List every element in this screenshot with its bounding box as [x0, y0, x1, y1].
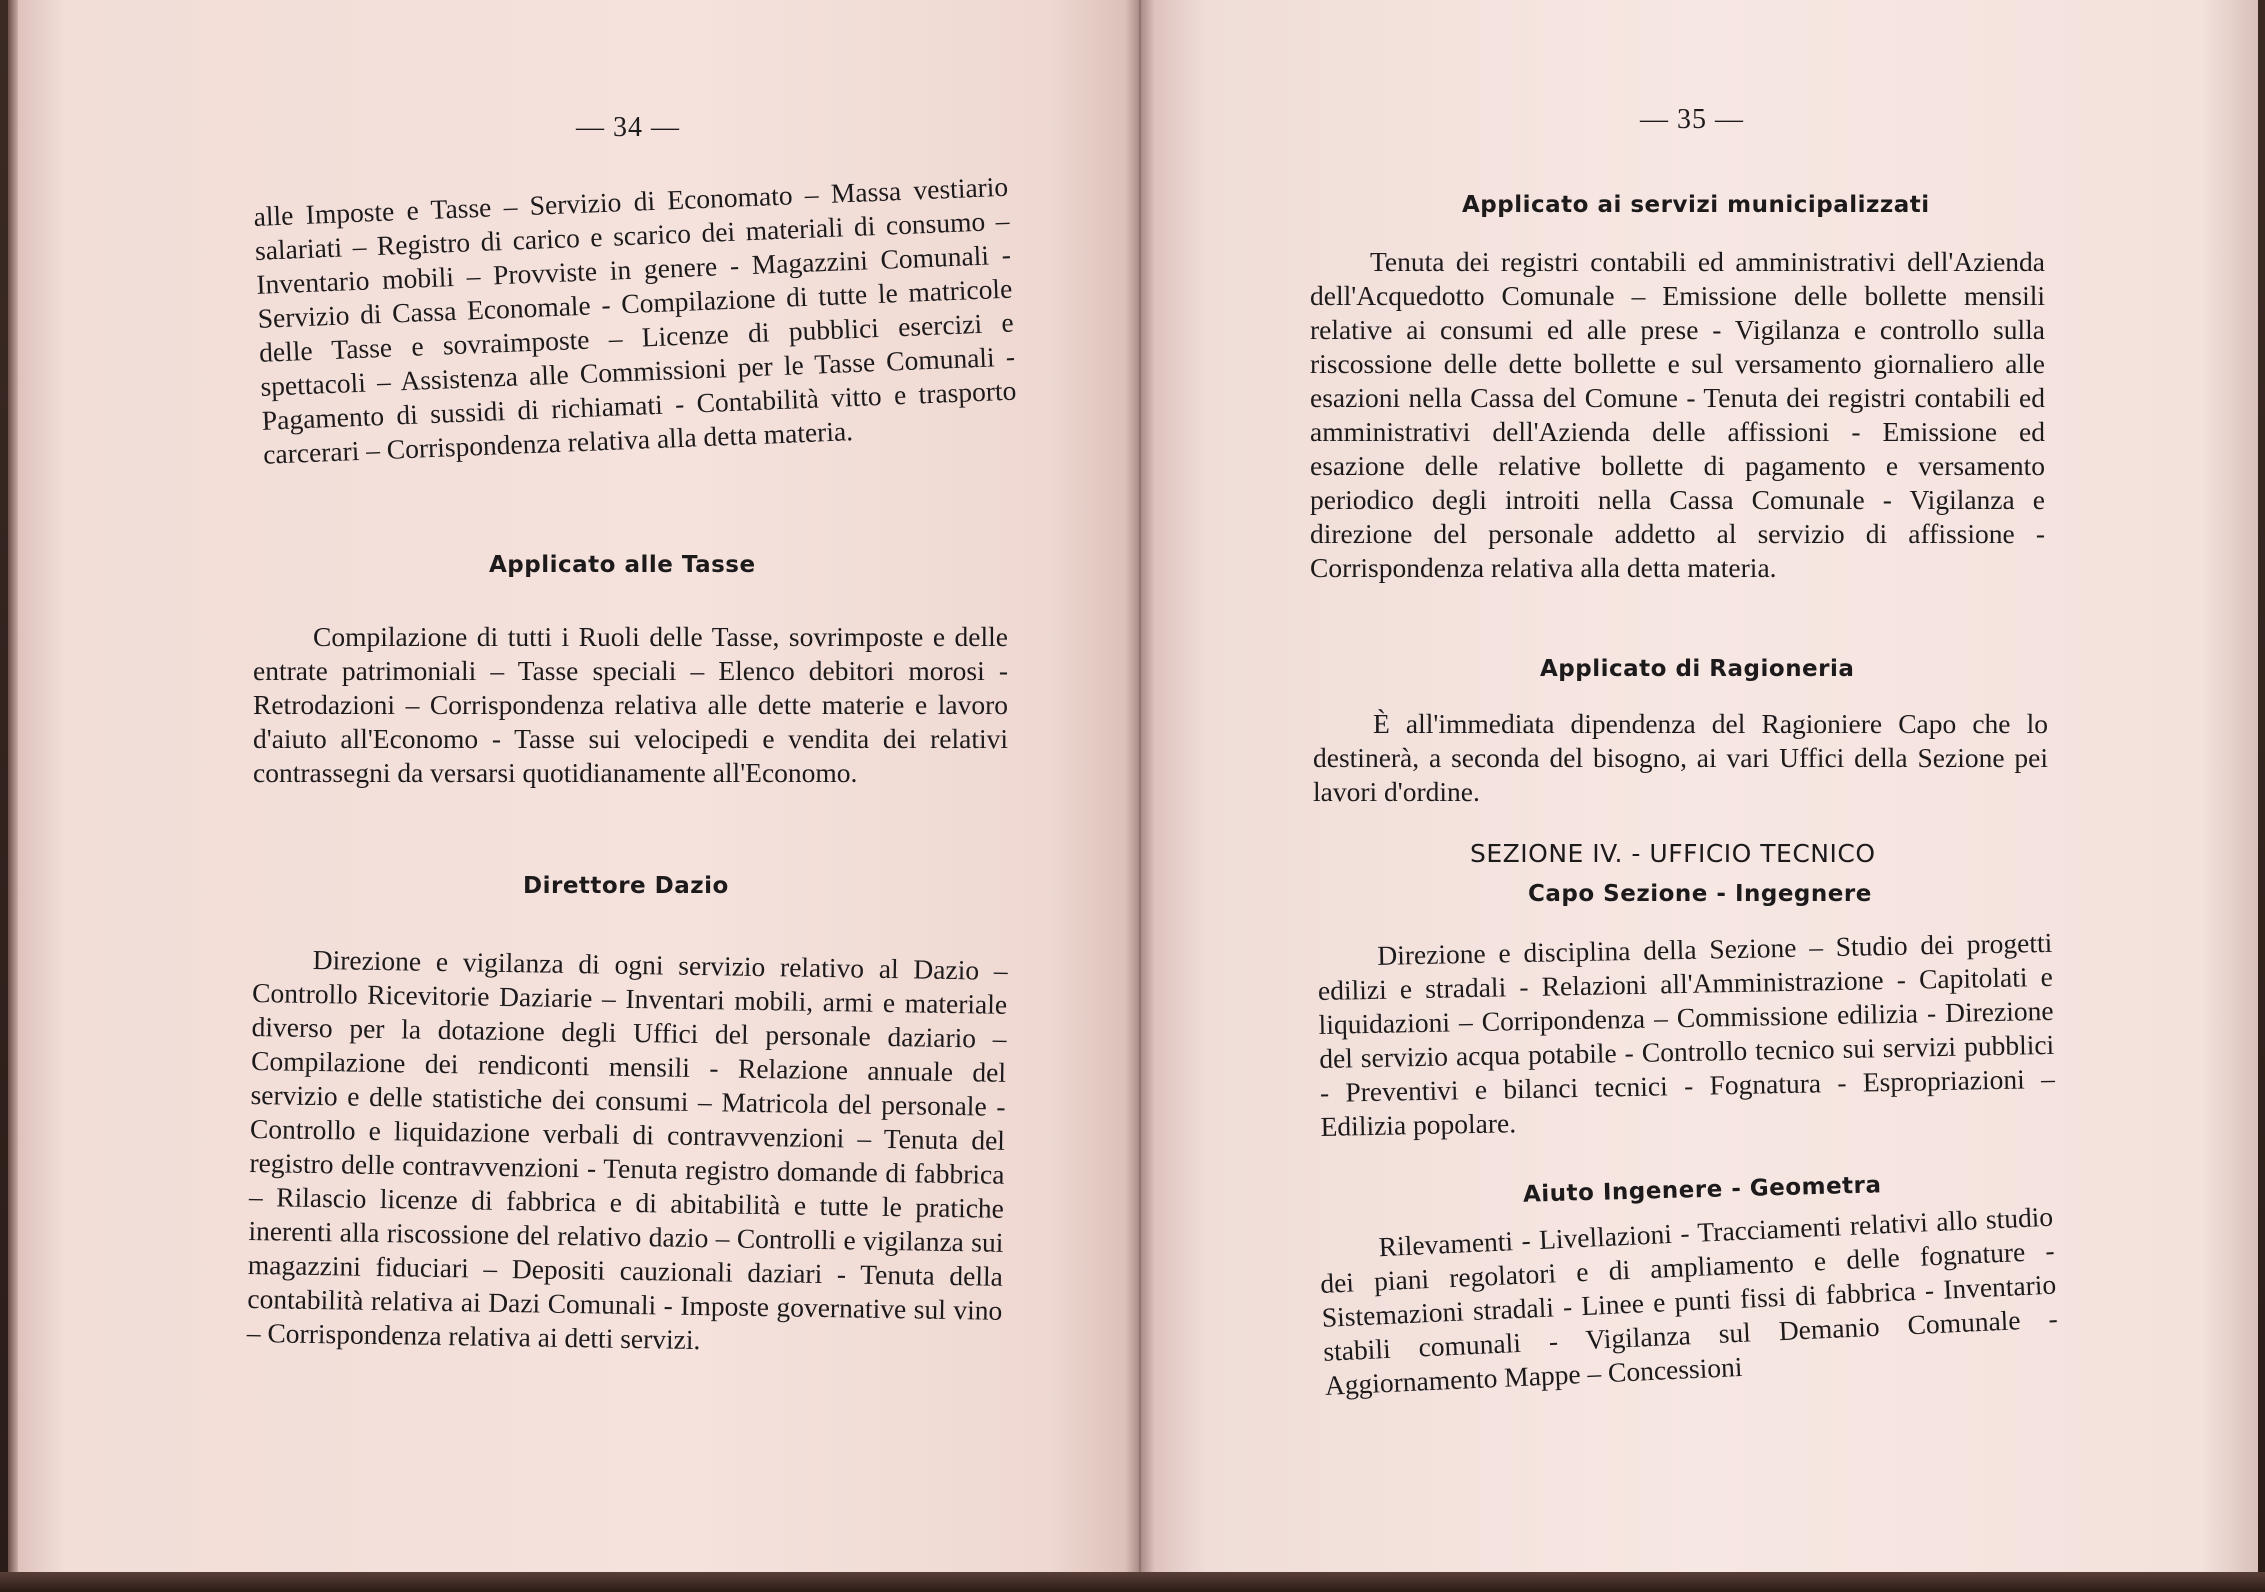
paragraph-aiuto-ingenere: Rilevamenti - Livellazioni - Tracciamenti relativi allo studio dei piani regolatori e di ampliamento e delle fognature - Sistemazioni stradali - Linee e punti fissi di fabbrica - Inventario stabili comunali - Vigilanza sul Demanio Comunale - Aggiornamento Mappe – Concessioni	[1319, 1200, 2059, 1401]
heading-applicato-ragioneria: Applicato di Ragioneria	[1540, 656, 1855, 682]
page-number-left: — 34 —	[576, 112, 680, 143]
paragraph-capo-sezione: Direzione e disciplina della Sezione – Studio dei progetti edilizi e stradali - Relazioni all'Amministrazione - Capitolati e liquidazioni – Corripondenza – Commissione edilizia - Direzione del servizio acqua potabile - Controllo tecnico sui servizi pubblici - Preventivi e bilanci tecnici - Fognatura - Espropriazioni – Edilizia popolare.	[1317, 926, 2056, 1142]
heading-direttore-dazio: Direttore Dazio	[523, 873, 729, 899]
heading-servizi-municipalizzati: Applicato ai servizi municipalizzati	[1462, 192, 1930, 218]
page-number-right: — 35 —	[1640, 104, 1744, 135]
heading-sezione-iv: SEZIONE IV. - UFFICIO TECNICO	[1470, 839, 1876, 868]
paragraph-direttore-dazio: Direzione e vigilanza di ogni servizio relativo al Dazio – Controllo Ricevitorie Daziarie – Inventari mobili, armi e materiale diverso per la dotazione degli Uffici del personale daziario – Compilazione dei rendiconti mensili - Relazione annuale del servizio e delle statistiche dei consumi – Matricola del personale - Controllo e liquidazione verbali di contravvenzioni – Tenuta del registro delle contravvenzioni - Tenuta registro domande di fabbrica – Rilascio licenze di fabbrica e di abitabilità e tutte le pratiche inerenti alla riscossione del relativo dazio – Controlli e vigilanza sui magazzini fiduciari – Depositi cauzionali daziari - Tenuta della contabilità relativa ai Dazi Comunali - Imposte governative sul vino – Corrispondenza relativa ai detti servizi.	[246, 943, 1008, 1356]
intro-paragraph: alle Imposte e Tasse – Servizio di Economato – Massa vestiario salariati – Registro di carico e scarico dei materiali di consumo – Inventario mobili – Provviste in genere - Magazzini Comunali - Servizio di Cassa Economale - Compilazione di tutte le matricole delle Tasse e sovraimposte – Licenze di pubblici esercizi e spettacoli – Assistenza alle Commissioni per le Tasse Comunali - Pagamento di sussidi di richiamati - Contabilità vitto e trasporto carcerari – Corrispondenza relativa alla detta materia.	[253, 170, 1017, 470]
heading-aiuto-ingenere: Aiuto Ingenere - Geometra	[1522, 1172, 1882, 1208]
paragraph-applicato-ragioneria: È all'immediata dipendenza del Ragioniere Capo che lo destinerà, a seconda del bisogno, ai vari Uffici della Sezione pei lavori d'ordine.	[1313, 708, 2048, 807]
left-page	[8, 0, 1140, 1575]
bottom-edge	[0, 1572, 2265, 1592]
heading-applicato-tasse: Applicato alle Tasse	[489, 552, 756, 578]
subheading-capo-sezione: Capo Sezione - Ingegnere	[1528, 881, 1872, 907]
paragraph-servizi-municipalizzati: Tenuta dei registri contabili ed amministrativi dell'Azienda dell'Acquedotto Comunale – Emissione delle bollette mensili relative ai consumi ed alle prese - Vigilanza e controllo sulla riscossione delle dette bollette e sul versamento giornaliero alle esazioni nella Cassa del Comune - Tenuta dei registri contabili ed amministrativi dell'Azienda delle affissioni - Emissione ed esazione delle relative bollette di pagamento e versamento periodico degli introiti nella Cassa Comunale - Vigilanza e direzione del personale addetto al servizio di affissione - Corrispondenza relativa alla detta materia.	[1310, 246, 2045, 583]
page-edge	[8, 0, 18, 1575]
right-page	[1140, 0, 2258, 1575]
paragraph-applicato-tasse: Compilazione di tutti i Ruoli delle Tasse, sovrimposte e delle entrate patrimoniali – Tasse speciali – Elenco debitori morosi - Retrodazioni – Corrispondenza relativa alle dette materie e lavoro d'aiuto all'Economo - Tasse sui velocipedi e vendita dei relativi contrassegni da versarsi quotidianamente all'Economo.	[253, 621, 1008, 788]
